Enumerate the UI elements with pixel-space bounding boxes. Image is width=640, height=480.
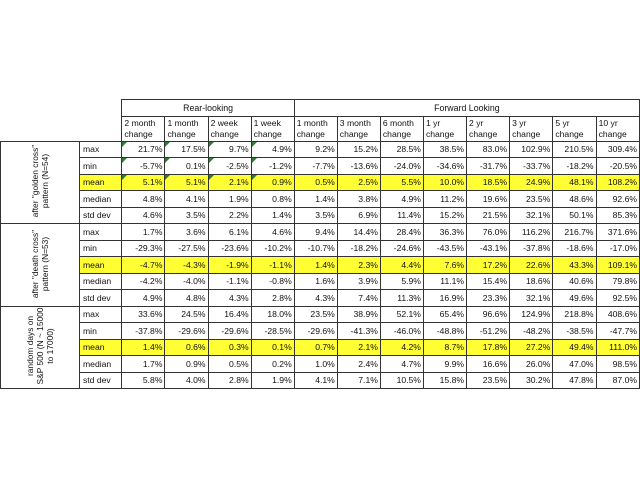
group-label-cell (1, 141, 80, 224)
value-cell: -18.6% (553, 240, 596, 257)
value-cell: 98.5% (596, 356, 639, 373)
value-cell: -0.8% (251, 273, 294, 290)
value-cell: 4.8% (122, 191, 165, 208)
value-cell: 1.7% (122, 356, 165, 373)
value-cell: 5.9% (380, 273, 423, 290)
value-cell: 408.6% (596, 306, 639, 323)
value-cell: 83.0% (467, 141, 510, 158)
value-cell: 23.3% (467, 290, 510, 307)
value-cell: 15.4% (467, 273, 510, 290)
rear-looking-header: Rear-looking (122, 100, 294, 117)
value-cell: 0.5% (294, 174, 337, 191)
value-cell: 11.2% (423, 191, 466, 208)
group-label: random days on S&P 500 (N ~ 15000 to 17000) (25, 307, 55, 385)
value-cell: -48.8% (423, 323, 466, 340)
value-cell: 28.4% (380, 224, 423, 241)
period-header-line: change (425, 128, 455, 139)
value-cell: 26.0% (510, 356, 553, 373)
value-cell: 11.3% (380, 290, 423, 307)
value-cell: 1.4% (294, 257, 337, 274)
value-cell: -10.7% (294, 240, 337, 257)
value-cell: 52.1% (380, 306, 423, 323)
value-cell: -37.8% (510, 240, 553, 257)
value-cell: 23.5% (510, 191, 553, 208)
value-cell: 0.1% (251, 339, 294, 356)
value-cell: 2.1% (208, 174, 251, 191)
value-cell: 0.7% (294, 339, 337, 356)
period-header-line: 1 month (296, 117, 328, 128)
value-cell: 0.1% (165, 158, 208, 175)
value-cell: 4.9% (251, 141, 294, 158)
value-cell: 9.4% (294, 224, 337, 241)
value-cell: 14.4% (337, 224, 380, 241)
value-cell: 2.8% (251, 290, 294, 307)
value-cell: 23.5% (467, 372, 510, 389)
period-header-line: 6 month (382, 117, 414, 128)
value-cell: 1.7% (122, 224, 165, 241)
value-cell: 116.2% (510, 224, 553, 241)
group-label: after "golden cross" pattern (N=54) (30, 144, 50, 218)
period-header (467, 116, 510, 141)
value-cell: 1.9% (208, 191, 251, 208)
value-cell: 50.1% (553, 207, 596, 224)
period-header-line: 1 month (167, 117, 199, 128)
corner-cell (80, 116, 122, 141)
value-cell: 49.4% (553, 339, 596, 356)
table-row (1, 356, 640, 373)
value-cell: 92.6% (596, 191, 639, 208)
value-cell: 4.3% (294, 290, 337, 307)
period-header (553, 116, 596, 141)
value-cell: -18.2% (553, 158, 596, 175)
value-cell: 16.9% (423, 290, 466, 307)
value-cell: 28.5% (380, 141, 423, 158)
value-cell: 5.5% (380, 174, 423, 191)
header-row-period-group (1, 100, 640, 117)
stat-label: median (80, 273, 122, 290)
table-row (1, 273, 640, 290)
value-cell: 7.1% (337, 372, 380, 389)
value-cell: 40.6% (553, 273, 596, 290)
value-cell: 102.9% (510, 141, 553, 158)
value-cell: 4.1% (294, 372, 337, 389)
value-cell: -1.1% (208, 273, 251, 290)
table-row (1, 174, 640, 191)
value-cell: -41.3% (337, 323, 380, 340)
value-cell: 1.6% (294, 273, 337, 290)
value-cell: -28.5% (251, 323, 294, 340)
value-cell: 0.9% (251, 174, 294, 191)
value-cell: -24.0% (380, 158, 423, 175)
value-cell: 10.0% (423, 174, 466, 191)
value-cell: 36.3% (423, 224, 466, 241)
table-row (1, 191, 640, 208)
period-header-line: change (167, 128, 196, 139)
value-cell: -37.8% (122, 323, 165, 340)
value-cell: 92.5% (596, 290, 639, 307)
table-row (1, 224, 640, 241)
value-cell: -24.6% (380, 240, 423, 257)
value-cell: 15.8% (423, 372, 466, 389)
value-cell: 21.5% (467, 207, 510, 224)
table-row (1, 339, 640, 356)
value-cell: 6.9% (337, 207, 380, 224)
value-cell: 124.9% (510, 306, 553, 323)
value-cell: 17.8% (467, 339, 510, 356)
period-header-line: 1 week (253, 117, 281, 128)
value-cell: 4.6% (122, 207, 165, 224)
period-header-line: change (512, 128, 541, 139)
value-cell: 76.0% (467, 224, 510, 241)
value-cell: 38.5% (423, 141, 466, 158)
period-header-line: change (339, 128, 368, 139)
value-cell: 5.1% (122, 174, 165, 191)
value-cell: 0.8% (251, 191, 294, 208)
value-cell: 4.7% (380, 356, 423, 373)
value-cell: 27.2% (510, 339, 553, 356)
value-cell: 309.4% (596, 141, 639, 158)
value-cell: 24.9% (510, 174, 553, 191)
value-cell: 3.6% (165, 224, 208, 241)
value-cell: -43.1% (467, 240, 510, 257)
value-cell: -51.2% (467, 323, 510, 340)
table-row (1, 158, 640, 175)
value-cell: -1.2% (251, 158, 294, 175)
period-header-line: change (382, 128, 412, 139)
forward-looking-header: Forward Looking (294, 100, 639, 117)
table-row (1, 290, 640, 307)
value-cell: 30.2% (510, 372, 553, 389)
value-cell: 9.9% (423, 356, 466, 373)
value-cell: -17.0% (596, 240, 639, 257)
period-header-line: 10 yr (598, 117, 618, 128)
value-cell: 2.4% (337, 356, 380, 373)
value-cell: -29.6% (208, 323, 251, 340)
value-cell: 87.0% (596, 372, 639, 389)
value-cell: -46.0% (380, 323, 423, 340)
table-row (1, 257, 640, 274)
value-cell: 16.6% (467, 356, 510, 373)
corner-cell (1, 116, 80, 141)
table-row (1, 372, 640, 389)
value-cell: 17.2% (467, 257, 510, 274)
corner-cell (80, 100, 122, 117)
period-header (423, 116, 466, 141)
value-cell: 4.4% (380, 257, 423, 274)
value-cell: 33.6% (122, 306, 165, 323)
value-cell: 4.6% (251, 224, 294, 241)
stat-label: min (80, 240, 122, 257)
value-cell: 18.0% (251, 306, 294, 323)
period-header-line: change (598, 128, 627, 139)
value-cell: 4.9% (380, 191, 423, 208)
value-cell: 32.1% (510, 207, 553, 224)
stat-label: std dev (80, 372, 122, 389)
stat-label: mean (80, 339, 122, 356)
period-header (510, 116, 553, 141)
stat-label: mean (80, 174, 122, 191)
value-cell: 2.3% (337, 257, 380, 274)
value-cell: 8.7% (423, 339, 466, 356)
period-header-line: change (555, 128, 584, 139)
period-header (596, 116, 639, 141)
value-cell: 0.6% (165, 339, 208, 356)
value-cell: 7.6% (423, 257, 466, 274)
value-cell: -4.0% (165, 273, 208, 290)
value-cell: 2.8% (208, 372, 251, 389)
value-cell: 2.1% (337, 339, 380, 356)
value-cell: 17.5% (165, 141, 208, 158)
value-cell: -29.6% (294, 323, 337, 340)
value-cell: -43.5% (423, 240, 466, 257)
table-row (1, 306, 640, 323)
value-cell: 5.8% (122, 372, 165, 389)
value-cell: 65.4% (423, 306, 466, 323)
value-cell: 1.4% (251, 207, 294, 224)
value-cell: 85.3% (596, 207, 639, 224)
value-cell: 3.8% (337, 191, 380, 208)
value-cell: -20.5% (596, 158, 639, 175)
stat-label: std dev (80, 207, 122, 224)
value-cell: -10.2% (251, 240, 294, 257)
value-cell: -47.7% (596, 323, 639, 340)
value-cell: 4.1% (165, 191, 208, 208)
stat-label: min (80, 323, 122, 340)
value-cell: 48.6% (553, 191, 596, 208)
value-cell: 1.4% (122, 339, 165, 356)
period-header-line: 3 month (339, 117, 371, 128)
period-header (122, 116, 165, 141)
period-header-line: change (253, 128, 282, 139)
table-row (1, 207, 640, 224)
value-cell: 218.8% (553, 306, 596, 323)
value-cell: -48.2% (510, 323, 553, 340)
value-cell: 0.3% (208, 339, 251, 356)
value-cell: 4.0% (165, 372, 208, 389)
value-cell: 9.7% (208, 141, 251, 158)
value-cell: 38.9% (337, 306, 380, 323)
value-cell: -27.5% (165, 240, 208, 257)
value-cell: 6.1% (208, 224, 251, 241)
value-cell: 96.6% (467, 306, 510, 323)
value-cell: -1.9% (208, 257, 251, 274)
period-header-line: 3 yr (512, 117, 527, 128)
value-cell: -34.6% (423, 158, 466, 175)
stat-label: median (80, 191, 122, 208)
stat-label: std dev (80, 290, 122, 307)
value-cell: -29.6% (165, 323, 208, 340)
value-cell: 0.2% (251, 356, 294, 373)
value-cell: 15.2% (337, 141, 380, 158)
value-cell: -13.6% (337, 158, 380, 175)
value-cell: 15.2% (423, 207, 466, 224)
value-cell: 49.6% (553, 290, 596, 307)
value-cell: 18.5% (467, 174, 510, 191)
value-cell: 22.6% (510, 257, 553, 274)
value-cell: -38.5% (553, 323, 596, 340)
value-cell: 47.0% (553, 356, 596, 373)
table-row (1, 141, 640, 158)
value-cell: 10.5% (380, 372, 423, 389)
value-cell: 3.9% (337, 273, 380, 290)
value-cell: 21.7% (122, 141, 165, 158)
value-cell: -4.7% (122, 257, 165, 274)
value-cell: 2.5% (337, 174, 380, 191)
corner-cell (1, 100, 80, 117)
period-header-line: 2 month (124, 117, 156, 128)
value-cell: 4.2% (380, 339, 423, 356)
value-cell: -31.7% (467, 158, 510, 175)
value-cell: 210.5% (553, 141, 596, 158)
stat-label: median (80, 356, 122, 373)
stat-label: min (80, 158, 122, 175)
value-cell: 19.6% (467, 191, 510, 208)
period-header-line: 2 yr (469, 117, 484, 128)
value-cell: 109.1% (596, 257, 639, 274)
value-cell: 43.3% (553, 257, 596, 274)
stat-label: mean (80, 257, 122, 274)
value-cell: 4.8% (165, 290, 208, 307)
value-cell: 3.5% (165, 207, 208, 224)
period-header-line: 2 week (210, 117, 238, 128)
period-header-line: change (296, 128, 325, 139)
value-cell: 11.1% (423, 273, 466, 290)
period-header-line: change (469, 128, 498, 139)
value-cell: 24.5% (165, 306, 208, 323)
table-row (1, 323, 640, 340)
value-cell: 4.9% (122, 290, 165, 307)
value-cell: 108.2% (596, 174, 639, 191)
value-cell: 371.6% (596, 224, 639, 241)
value-cell: -7.7% (294, 158, 337, 175)
stat-label: max (80, 224, 122, 241)
stat-label: max (80, 306, 122, 323)
period-header (294, 116, 337, 141)
value-cell: 48.1% (553, 174, 596, 191)
stat-label: max (80, 141, 122, 158)
value-cell: -23.6% (208, 240, 251, 257)
value-cell: 111.0% (596, 339, 639, 356)
value-cell: 3.5% (294, 207, 337, 224)
value-cell: 7.4% (337, 290, 380, 307)
period-header (337, 116, 380, 141)
value-cell: -1.1% (251, 257, 294, 274)
value-cell: -2.5% (208, 158, 251, 175)
header-row-periods (1, 116, 640, 141)
value-cell: -5.7% (122, 158, 165, 175)
statistics-table (0, 99, 640, 389)
period-header (208, 116, 251, 141)
value-cell: 2.2% (208, 207, 251, 224)
value-cell: 0.5% (208, 356, 251, 373)
value-cell: 11.4% (380, 207, 423, 224)
period-header-line: 1 yr (425, 117, 441, 128)
group-label-cell (1, 224, 80, 307)
value-cell: 5.1% (165, 174, 208, 191)
value-cell: 47.8% (553, 372, 596, 389)
group-label: after "death cross" pattern (N=53) (30, 229, 50, 298)
period-header (165, 116, 208, 141)
period-header-line: change (210, 128, 239, 139)
period-header-line: change (124, 128, 153, 139)
value-cell: 23.5% (294, 306, 337, 323)
value-cell: 1.4% (294, 191, 337, 208)
value-cell: 9.2% (294, 141, 337, 158)
value-cell: -18.2% (337, 240, 380, 257)
value-cell: 32.1% (510, 290, 553, 307)
value-cell: -4.2% (122, 273, 165, 290)
value-cell: 4.3% (208, 290, 251, 307)
period-header (380, 116, 423, 141)
group-label-cell (1, 306, 80, 389)
value-cell: -33.7% (510, 158, 553, 175)
value-cell: -4.3% (165, 257, 208, 274)
period-header (251, 116, 294, 141)
value-cell: 216.7% (553, 224, 596, 241)
value-cell: 1.0% (294, 356, 337, 373)
value-cell: 1.9% (251, 372, 294, 389)
value-cell: 16.4% (208, 306, 251, 323)
value-cell: -29.3% (122, 240, 165, 257)
period-header-line: 5 yr (555, 117, 570, 128)
value-cell: 79.8% (596, 273, 639, 290)
value-cell: 0.9% (165, 356, 208, 373)
value-cell: 18.6% (510, 273, 553, 290)
table-row (1, 240, 640, 257)
